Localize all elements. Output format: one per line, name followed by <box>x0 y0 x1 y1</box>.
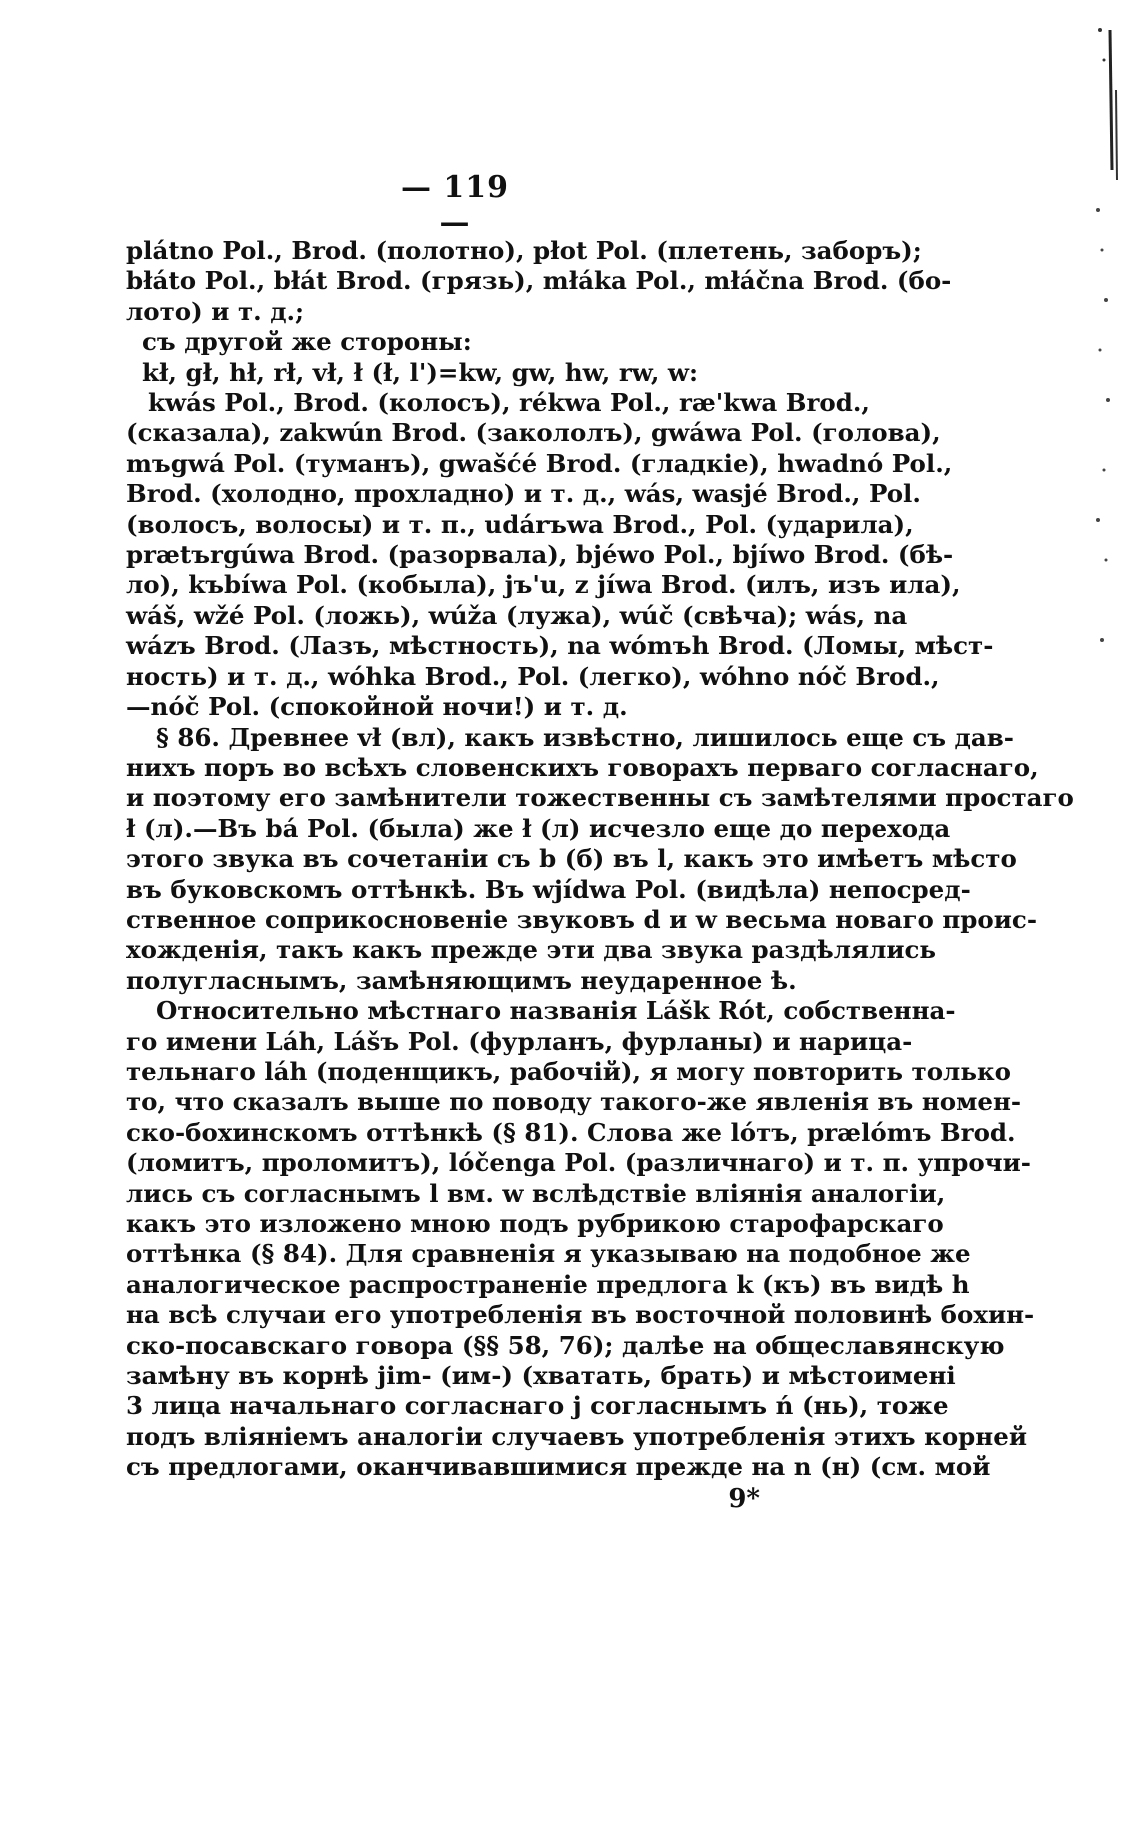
body-text <box>126 236 1074 1483</box>
text-line: ственное соприкосновеніе звуковъ d и w весьма новаго проис- <box>126 904 1037 934</box>
scan-margin-artifacts <box>1080 0 1140 700</box>
text-line: ло), kъbíwa Pol. (кобыла), jъ'u, z jíwa Brod. (илъ, изъ ила), <box>126 570 961 600</box>
text-line: этого звука въ сочетаніи съ b (б) въ l, какъ это имѣетъ мѣсто <box>126 844 1017 874</box>
text-line: и поэтому его замѣнители тожественны съ замѣтелями простаго <box>126 783 1074 813</box>
text-line: аналогическое распространеніе предлога k (къ) въ видѣ h <box>126 1269 970 1299</box>
text-line: лись съ согласнымъ l вм. w вслѣдствіе вліянія аналогіи, <box>126 1178 946 1208</box>
text-line: 3 лица начальнаго согласнаго j согласнымъ ń (нь), тоже <box>126 1391 949 1421</box>
text-line: нихъ поръ во всѣхъ словенскихъ говорахъ перваго согласнаго, <box>126 752 1039 782</box>
text-line: kwás Pol., Brod. (колосъ), rékwa Pol., ræ'kwa Brod., <box>148 388 870 418</box>
text-line: ł (л).—Въ bá Pol. (была) же ł (л) исчезло еще до перехода <box>126 813 951 843</box>
text-line: оттѣнка (§ 84). Для сравненія я указываю на подобное же <box>126 1239 971 1269</box>
paragraph-start: Относительно мѣстнаго названія Lášk Rót, собственна- <box>156 996 956 1026</box>
text-line: kł, gł, hł, rł, vł, ł (ł, l')=kw, gw, hw, rw, w: <box>142 357 699 387</box>
text-line: то, что сказалъ выше по поводу такого-же явленія въ номен- <box>126 1087 1022 1117</box>
text-line: (сказала), zakwún Brod. (закололъ), gwáwa Pol. (голова), <box>126 418 941 448</box>
text-line: Brod. (холодно, прохладно) и т. д., wás, wasjé Brod., Pol. <box>126 479 921 509</box>
text-line: какъ это изложено мною подъ рубрикою старофарскаго <box>126 1209 944 1238</box>
text-line: mъgwá Pol. (туманъ), gwašćé Brod. (гладкіе), hwadnó Pol., <box>126 448 953 478</box>
text-line: ность) и т. д., wóhka Brod., Pol. (легко), wóhno nóč Brod., <box>126 661 940 691</box>
signature-mark: 9* <box>728 1484 760 1514</box>
text-line: хожденія, такъ какъ прежде эти два звука раздѣлялись <box>126 935 937 965</box>
text-line: лото) и т. д.; <box>126 296 305 326</box>
text-line: —nóč Pol. (спокойной ночи!) и т. д. <box>126 692 628 722</box>
text-line: съ другой же стороны: <box>142 327 472 357</box>
text-line: ско-посавскаго говора (§§ 58, 76); далѣе на общеславянскую <box>126 1330 1005 1360</box>
text-line: wáš, wžé Pol. (ложь), wúža (лужа), wúč (свѣча); wás, na <box>126 600 908 630</box>
page-number: — 119 — <box>400 170 510 240</box>
text-line: plátno Pol., Brod. (полотно), płot Pol. (плетень, заборъ); <box>126 236 922 265</box>
text-line: wázъ Brod. (Лазъ, мѣстность), na wómъh Brod. (Ломы, мѣст- <box>126 631 994 661</box>
text-line: на всѣ случаи его употребленія въ восточной половинѣ бохин- <box>126 1300 1035 1330</box>
text-line: го имени Láh, Lášъ Pol. (фурланъ, фурланы) и нарица- <box>126 1026 913 1056</box>
text-line: błáto Pol., błát Brod. (грязь), młáka Pol., młáčna Brod. (бо- <box>126 266 952 296</box>
text-line: въ буковскомъ оттѣнкѣ. Въ wjídwa Pol. (видѣла) непосред- <box>126 874 971 904</box>
text-line: подъ вліяніемъ аналогіи случаевъ употребленія этихъ корней <box>126 1421 1027 1451</box>
text-line: съ предлогами, оканчивавшимися прежде на n (н) (см. мой <box>126 1452 991 1482</box>
text-line: ско-бохинскомъ оттѣнкѣ (§ 81). Слова же lóтъ, prælómъ Brod. <box>126 1117 1016 1147</box>
text-line: тельнаго láh (поденщикъ, рабочій), я могу повторить только <box>126 1056 1011 1086</box>
text-line: полугласнымъ, замѣняющимъ неударенное ѣ. <box>126 965 797 995</box>
text-line: prætъrgúwa Brod. (разорвала), bjéwo Pol., bjíwo Brod. (бѣ- <box>126 540 954 570</box>
text-line: (волосъ, волосы) и т. п., udárъwa Brod., Pol. (ударила), <box>126 509 914 539</box>
text-line: (ломитъ, проломитъ), lóčenga Pol. (различнаго) и т. п. упрочи- <box>126 1148 1031 1178</box>
paragraph-start-86: § 86. Древнее vł (вл), какъ извѣстно, лишилось еще съ дав- <box>156 722 1014 752</box>
text-line: замѣну въ корнѣ jim- (им-) (хватать, брать) и мѣстоимені <box>126 1361 956 1391</box>
